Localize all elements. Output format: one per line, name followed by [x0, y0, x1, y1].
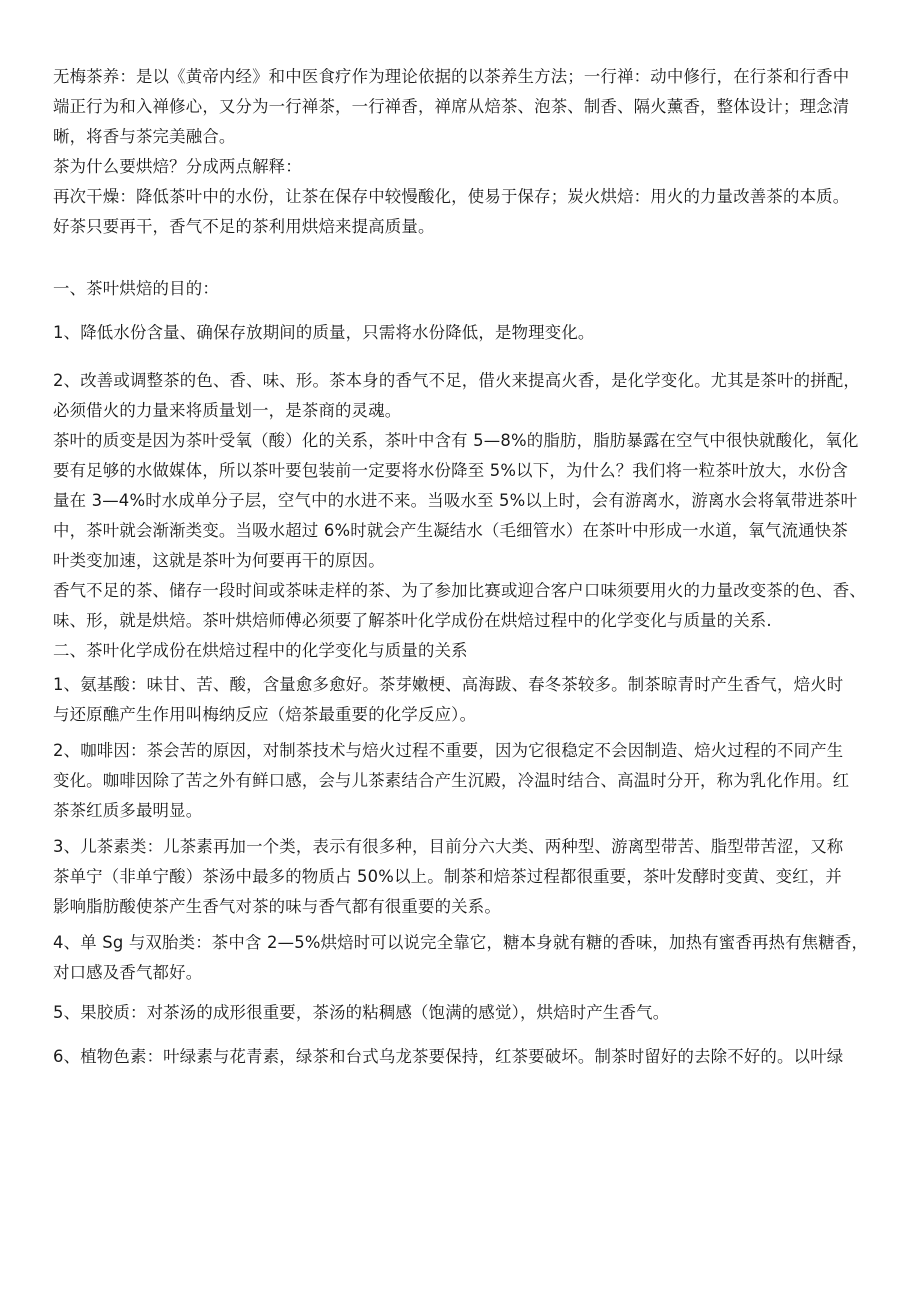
section2-item-4-line-1: 4、单 Sg 与双胎类：茶中含 2—5%烘焙时可以说完全靠它，糖本身就有糖的香味，加热有蜜香再热有焦糖香， [53, 933, 869, 952]
section1-para-3-line-1: 茶叶的质变是因为茶叶受氧（酸）化的关系，茶叶中含有 5—8%的脂肪，脂肪暴露在空气中很快就酸化，氧化 [53, 431, 859, 450]
section2-item-3-line-1: 3、儿茶素类：儿茶素再加一个类，表示有很多种，目前分六大类、两种型、游离型带苦、脂型带苦涩，又称 [53, 837, 844, 856]
section1-para-3-line-3: 量在 3—4%时水成单分子层，空气中的水进不来。当吸水至 5%以上时，会有游离水，游离水会将氧带进茶叶 [53, 491, 858, 510]
intro-line-2: 端正行为和入禅修心，又分为一行禅茶，一行禅香，禅席从焙茶、泡茶、制香、隔火薰香，整体设计；理念清 [53, 97, 850, 116]
section2-item-2-line-2: 变化。咖啡因除了苦之外有鲜口感，会与儿茶素结合产生沉殿，冷温时结合、高温时分开，称为乳化作用。红 [53, 771, 850, 790]
section2-item-3-line-3: 影响脂肪酸使茶产生香气对茶的味与香气都有很重要的关系。 [53, 897, 501, 916]
section1-item-1: 1、降低水份含量、确保存放期间的质量，只需将水份降低，是物理变化。 [53, 323, 595, 342]
section2-item-1-line-2: 与还原醮产生作用叫梅纳反应（焙茶最重要的化学反应）。 [53, 705, 477, 724]
section1-item-2-line-1: 2、改善或调整茶的色、香、味、形。茶本身的香气不足，借火来提高火香，是化学变化。尤其是茶叶的拼配， [53, 371, 860, 390]
section1-item-2-line-2: 必须借火的力量来将质量划一，是茶商的灵魂。 [53, 401, 402, 420]
intro-line-6: 好茶只要再干，香气不足的茶利用烘焙来提高质量。 [53, 217, 435, 236]
intro-line-5: 再次干燥：降低茶叶中的水份，让茶在保存中较慢酸化，使易于保存；炭火烘焙：用火的力量改善茶的本质。 [53, 187, 850, 206]
section1-para-4-line-1: 香气不足的茶、储存一段时间或茶味走样的茶、为了参加比赛或迎合客户口味须要用火的力量改变茶的色、香、 [53, 581, 866, 600]
section1-para-3-line-2: 要有足够的水做媒体，所以茶叶要包装前一定要将水份降至 5%以下，为什么？我们将一粒茶叶放大，水份含 [53, 461, 848, 480]
section2-item-1-line-1: 1、氨基酸：味甘、苦、酸，含量愈多愈好。茶芽嫩梗、高海跋、春冬茶较多。制茶晾青时产生香气，焙火时 [53, 675, 844, 694]
section1-para-3-line-4: 中，茶叶就会渐渐类变。当吸水超过 6%时就会产生凝结水（毛细管水）在茶叶中形成一水道，氧气流通快茶 [53, 521, 848, 540]
intro-line-1: 无梅茶养：是以《黄帝内经》和中医食疗作为理论依据的以茶养生方法；一行禅：动中修行，在行茶和行香中 [53, 67, 850, 86]
section2-item-5: 5、果胶质：对茶汤的成形很重要，茶汤的粘稠感（饱满的感觉），烘焙时产生香气。 [53, 1003, 670, 1022]
section2-item-2-line-3: 茶茶红质多最明显。 [53, 801, 203, 820]
intro-line-4: 茶为什么要烘焙？分成两点解释： [53, 157, 302, 176]
section2-item-4-line-2: 对口感及香气都好。 [53, 963, 203, 982]
document-page [53, 62, 883, 1072]
section1-para-3-line-5: 叶类变加速，这就是茶叶为何要再干的原因。 [53, 551, 385, 570]
section1-heading: 一、茶叶烘焙的目的： [53, 279, 219, 298]
section2-heading: 二、茶叶化学成份在烘焙过程中的化学变化与质量的关系 [53, 641, 468, 660]
section1-para-4-line-2: 味、形，就是烘焙。茶叶烘焙师傅必须要了解茶叶化学成份在烘焙过程中的化学变化与质量的关系. [53, 611, 772, 630]
section2-item-6: 6、植物色素：叶绿素与花青素，绿茶和台式乌龙茶要保持，红茶要破坏。制茶时留好的去除不好的。以叶绿 [53, 1047, 844, 1066]
section2-item-2-line-1: 2、咖啡因：茶会苦的原因，对制茶技术与焙火过程不重要，因为它很稳定不会因制造、焙火过程的不同产生 [53, 741, 844, 760]
intro-line-3: 晰，将香与茶完美融合。 [53, 127, 236, 146]
section2-item-3-line-2: 茶单宁（非单宁酸）茶汤中最多的物质占 50%以上。制茶和焙茶过程都很重要，茶叶发酵时变黄、变红，并 [53, 867, 843, 886]
